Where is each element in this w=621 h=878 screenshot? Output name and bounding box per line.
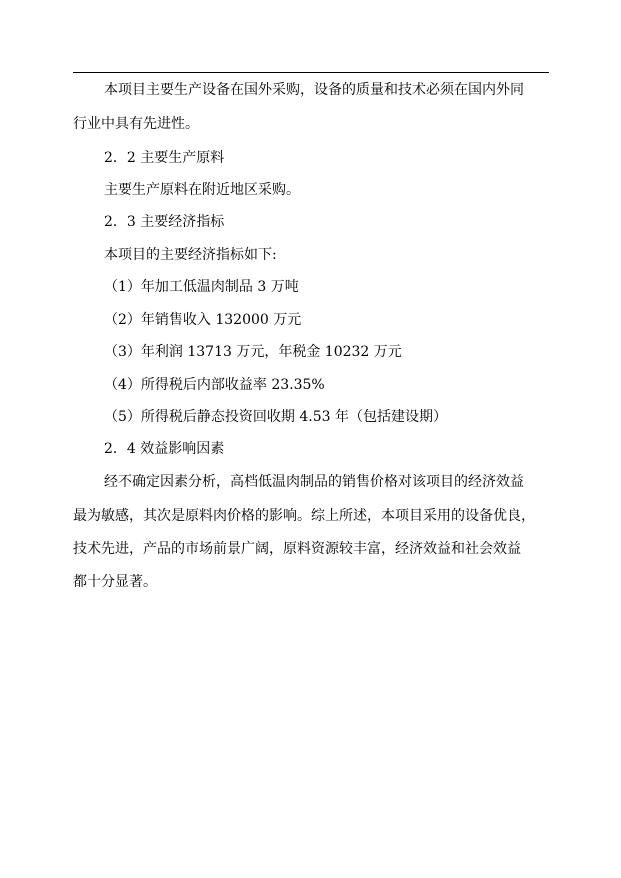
indicator-item: （4）所得税后内部收益率 23.35% (104, 377, 325, 393)
paragraph-factors-line1: 经不确定因素分析，高档低温肉制品的销售价格对该项目的经济效益 (104, 474, 524, 490)
paragraph-raw-materials: 主要生产原料在附近地区采购。 (104, 182, 300, 198)
indicator-item: （5）所得税后静态投资回收期 4.53 年（包括建设期） (104, 409, 447, 425)
paragraph-factors-line3: 技术先进，产品的市场前景广阔，原料资源较丰富，经济效益和社会效益 (73, 541, 521, 557)
header-rule (73, 72, 549, 73)
section-heading-2-2: 2．2 主要生产原料 (104, 150, 225, 166)
paragraph-indicators-intro: 本项目的主要经济指标如下: (104, 247, 277, 263)
section-heading-2-4: 2．4 效益影响因素 (104, 441, 225, 457)
indicator-item: （1）年加工低温肉制品 3 万吨 (104, 279, 299, 295)
paragraph-factors-line4: 都十分显著。 (73, 574, 157, 590)
indicator-item: （2）年销售收入 132000 万元 (104, 312, 302, 328)
indicator-item: （3）年利润 13713 万元，年税金 10232 万元 (104, 344, 402, 360)
paragraph-equipment-line2: 行业中具有先进性。 (73, 116, 199, 132)
paragraph-equipment-line1: 本项目主要生产设备在国外采购，设备的质量和技术必须在国内外同 (104, 82, 524, 98)
paragraph-factors-line2: 最为敏感，其次是原料肉价格的影响。综上所述，本项目采用的设备优良， (73, 508, 535, 524)
section-heading-2-3: 2．3 主要经济指标 (104, 214, 225, 230)
